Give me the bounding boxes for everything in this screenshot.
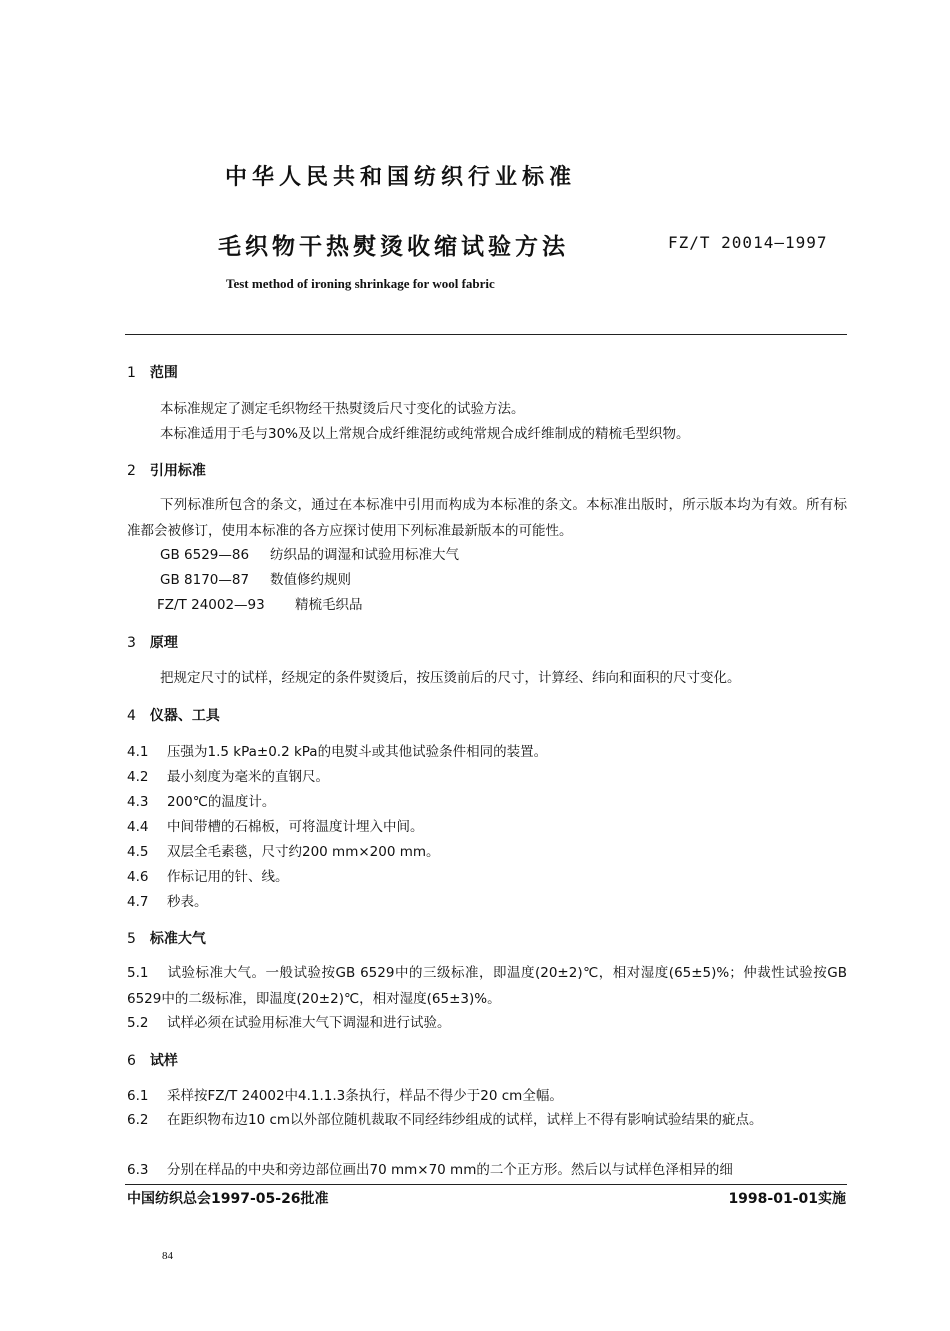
- footer-divider: [125, 1184, 847, 1185]
- list-item: 5.2 试样必须在试验用标准大气下调湿和进行试验。: [127, 1015, 451, 1031]
- reference-item: GB 6529—86 纺织品的调湿和试验用标准大气: [160, 547, 459, 563]
- section-3-heading: 3 原理: [127, 635, 178, 651]
- section-2-paragraph: 下列标准所包含的条文，通过在本标准中引用而构成为本标准的条文。本标准出版时，所示版本均为有效。所有标准都会被修订，使用本标准的各方应探讨使用下列标准最新版本的可能性。: [127, 497, 847, 539]
- page-number: 84: [162, 1250, 173, 1262]
- list-item: 5.1 试验标准大气。一般试验按GB 6529中的三级标准，即温度(20±2)℃，相对湿度(65±5)%；仲裁性试验按GB 6529中的二级标准，即温度(20±2)℃，相对湿度(65±3)%。: [127, 965, 847, 1007]
- section-1-line-2: 本标准适用于毛与30%及以上常规合成纤维混纺或纯常规合成纤维制成的精梳毛型织物。: [160, 426, 690, 442]
- document-title-english: Test method of ironing shrinkage for wool fabric: [226, 276, 495, 291]
- document-title-chinese: 毛织物干热熨烫收缩试验方法: [218, 233, 569, 260]
- list-item: 4.4 中间带槽的石棉板，可将温度计埋入中间。: [127, 819, 424, 835]
- list-item: 6.1 采样按FZ/T 24002中4.1.1.3条执行，样品不得少于20 cm全幅。: [127, 1088, 563, 1104]
- list-item: 4.2 最小刻度为毫米的直钢尺。: [127, 769, 329, 785]
- list-item: 4.3 200℃的温度计。: [127, 794, 276, 810]
- list-item: 6.3 分别在样品的中央和旁边部位画出70 mm×70 mm的二个正方形。然后以与试样色泽相异的细: [127, 1162, 733, 1178]
- section-5-heading: 5 标准大气: [127, 931, 206, 947]
- section-3-text: 把规定尺寸的试样，经规定的条件熨烫后，按压烫前后的尺寸，计算经、纬向和面积的尺寸变化。: [160, 670, 741, 686]
- standard-category-heading: 中华人民共和国纺织行业标准: [225, 164, 577, 190]
- list-item: 4.5 双层全毛素毯，尺寸约200 mm×200 mm。: [127, 844, 440, 860]
- section-1-heading: 1 范围: [127, 365, 178, 381]
- section-6-heading: 6 试样: [127, 1053, 178, 1069]
- section-4-heading: 4 仪器、工具: [127, 708, 220, 724]
- list-item: 4.7 秒表。: [127, 894, 208, 910]
- reference-item: GB 8170—87 数值修约规则: [160, 572, 351, 588]
- header-divider: [125, 334, 847, 335]
- standard-code: FZ/T 20014—1997: [668, 233, 828, 252]
- list-item: 4.6 作标记用的针、线。: [127, 869, 289, 885]
- section-2-heading: 2 引用标准: [127, 463, 206, 479]
- effective-date: 1998-01-01实施: [728, 1191, 846, 1207]
- list-item: 4.1 压强为1.5 kPa±0.2 kPa的电熨斗或其他试验条件相同的装置。: [127, 744, 548, 760]
- reference-item: FZ/T 24002—93 精梳毛织品: [157, 597, 363, 613]
- approval-date: 中国纺织总会1997-05-26批准: [127, 1191, 329, 1207]
- section-1-line-1: 本标准规定了测定毛织物经干热熨烫后尺寸变化的试验方法。: [160, 401, 525, 417]
- list-item: 6.2 在距织物布边10 cm以外部位随机裁取不同经纬纱组成的试样，试样上不得有影响试验结果的疵点。: [127, 1112, 763, 1128]
